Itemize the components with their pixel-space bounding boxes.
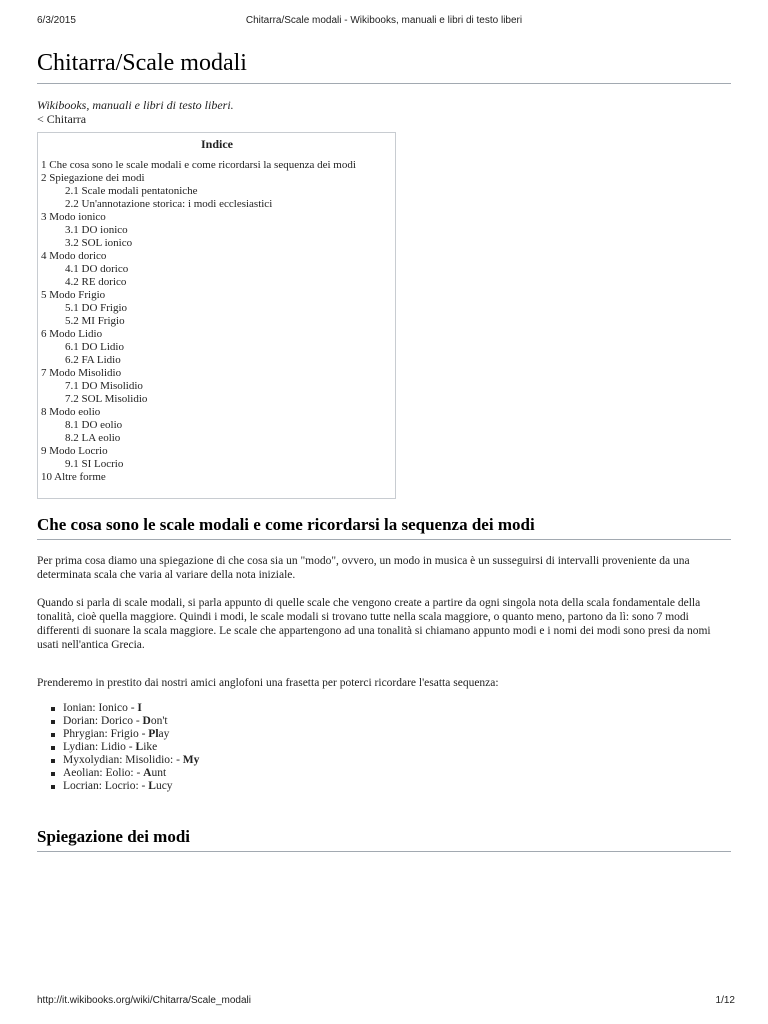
section-heading: Che cosa sono le scale modali e come ricordarsi la sequenza dei modi: [37, 515, 731, 540]
mnemonic-list: [37, 702, 731, 793]
toc-title: Indice: [200, 137, 233, 151]
page-title: Chitarra/Scale modali: [37, 50, 731, 84]
toc-item[interactable]: 3 Modo ionico: [41, 211, 106, 223]
toc-item[interactable]: 6.2 FA Lidio: [65, 354, 121, 366]
bullet-icon: [51, 785, 55, 789]
toc-item[interactable]: 8 Modo eolio: [41, 406, 101, 418]
toc-item[interactable]: 4.1 DO dorico: [65, 263, 129, 275]
toc-item[interactable]: 8.1 DO eolio: [65, 419, 123, 431]
toc-item[interactable]: 4.2 RE dorico: [65, 276, 127, 288]
toc-item[interactable]: 2.2 Un'annotazione storica: i modi ecclesiastici: [65, 198, 273, 210]
bullet-icon: [51, 746, 55, 750]
paragraph: Quando si parla di scale modali, si parla appunto di quelle scale che vengono create a partire da ogni singola nota della scala fondamentale della tonalità, cioè quella maggiore. Quindi i modi, le scale modali si trovano tutte nella scala maggiore, o quanto meno, partono da lì: sono 7 modi differenti di suonare la scala maggiore. Le scale che appartengono ad una tonalità si chiamano appunto modi e i nomi dei modi sono presi da nomi usati nell'antica Grecia.: [37, 597, 711, 651]
section-heading: Spiegazione dei modi: [37, 827, 731, 852]
toc-item[interactable]: 9 Modo Locrio: [41, 445, 108, 457]
list-item: Ionian: Ionico - I: [63, 702, 731, 715]
toc-item[interactable]: 6.1 DO Lidio: [65, 341, 124, 353]
paragraph: Prenderemo in prestito dai nostri amici anglofoni una frasetta per poterci ricordare l'esatta sequenza:: [37, 677, 499, 689]
bullet-icon: [51, 707, 55, 711]
toc-item[interactable]: 10 Altre forme: [41, 471, 106, 483]
print-url: http://it.wikibooks.org/wiki/Chitarra/Scale_modali: [37, 995, 251, 1006]
parent-page-link[interactable]: < Chitarra: [37, 112, 87, 126]
toc-list: [41, 159, 393, 484]
print-date: 6/3/2015: [37, 15, 76, 26]
toc-item[interactable]: 7.1 DO Misolidio: [65, 380, 143, 392]
paragraph: Per prima cosa diamo una spiegazione di che cosa sia un "modo", ovvero, un modo in musica è un susseguirsi di intervalli proveniente da una determinata scala che varia al variare della nota iniziale.: [37, 555, 690, 581]
toc-item[interactable]: 2 Spiegazione dei modi: [41, 172, 145, 184]
list-item: Phrygian: Frigio - Play: [63, 728, 731, 741]
toc-item[interactable]: 8.2 LA eolio: [65, 432, 121, 444]
toc-item[interactable]: 5 Modo Frigio: [41, 289, 106, 301]
list-item: Myxolydian: Misolidio: - My: [63, 754, 731, 767]
toc-item[interactable]: 7 Modo Misolidio: [41, 367, 122, 379]
toc-item[interactable]: 6 Modo Lidio: [41, 328, 103, 340]
toc-item[interactable]: 7.2 SOL Misolidio: [65, 393, 148, 405]
bullet-icon: [51, 720, 55, 724]
page-number: 1/12: [715, 995, 735, 1006]
print-document-title: Chitarra/Scale modali - Wikibooks, manuali e libri di testo liberi: [245, 15, 523, 26]
site-subtitle: Wikibooks, manuali e libri di testo liberi.: [37, 98, 234, 112]
toc-item[interactable]: 4 Modo dorico: [41, 250, 107, 262]
toc-item[interactable]: 5.1 DO Frigio: [65, 302, 128, 314]
article-content: [37, 50, 731, 852]
toc-item[interactable]: 3.1 DO ionico: [65, 224, 128, 236]
bullet-icon: [51, 772, 55, 776]
toc-item[interactable]: 1 Che cosa sono le scale modali e come ricordarsi la sequenza dei modi: [41, 159, 356, 171]
bullet-icon: [51, 733, 55, 737]
toc-item[interactable]: 5.2 MI Frigio: [65, 315, 125, 327]
table-of-contents: [37, 132, 396, 499]
toc-item[interactable]: 3.2 SOL ionico: [65, 237, 133, 249]
bullet-icon: [51, 759, 55, 763]
toc-item[interactable]: 2.1 Scale modali pentatoniche: [65, 185, 198, 197]
list-item: Locrian: Locrio: - Lucy: [63, 780, 731, 793]
list-item: Dorian: Dorico - Don't: [63, 715, 731, 728]
list-item: Lydian: Lidio - Like: [63, 741, 731, 754]
toc-item[interactable]: 9.1 SI Locrio: [65, 458, 124, 470]
list-item: Aeolian: Eolio: - Aunt: [63, 767, 731, 780]
